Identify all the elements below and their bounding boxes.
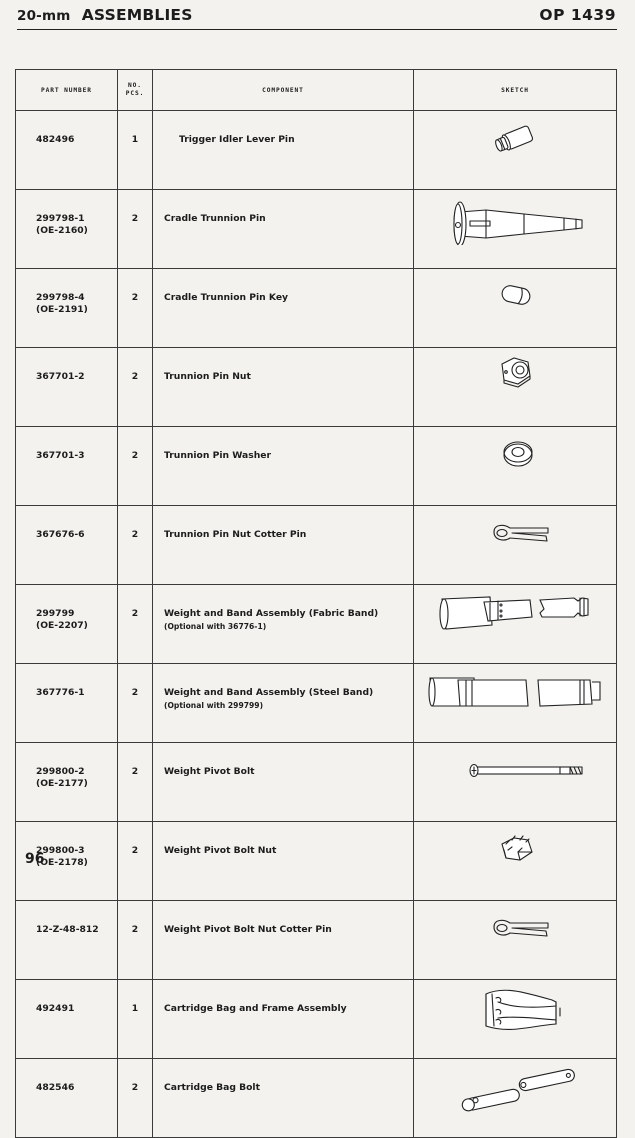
- quantity: 2: [118, 743, 153, 822]
- part-number-cell: [16, 348, 118, 427]
- table-row: [16, 585, 617, 664]
- alternate-part-number: (OE-2160): [36, 225, 88, 236]
- component-cell: [153, 427, 414, 506]
- part-number: 482496: [36, 134, 75, 145]
- component-cell: [153, 980, 414, 1059]
- component-name: Weight and Band Assembly (Fabric Band): [164, 608, 379, 619]
- component-name: Trunnion Pin Nut Cotter Pin: [164, 529, 307, 540]
- table-row: [16, 743, 617, 822]
- component-name: Weight Pivot Bolt: [164, 766, 255, 777]
- cartridge-bag-sketch-icon: [414, 980, 616, 1035]
- sketch-cell: [414, 427, 617, 506]
- table-row: [16, 111, 617, 190]
- part-number-cell: [16, 427, 118, 506]
- document-number: OP 1439: [539, 6, 616, 24]
- quantity: 2: [118, 269, 153, 348]
- component-name: Cradle Trunnion Pin Key: [164, 292, 289, 303]
- table-row: [16, 822, 617, 901]
- component-name: Weight Pivot Bolt Nut: [164, 845, 277, 856]
- component-name: Trigger Idler Lever Pin: [179, 134, 295, 145]
- pivot-bolt-sketch-icon: [414, 743, 616, 798]
- part-number: 12-Z-48-812: [36, 924, 99, 935]
- bag-bolt-sketch-icon: [414, 1059, 616, 1114]
- cotter-pin-sketch-icon: [414, 901, 616, 956]
- sketch-cell: [414, 111, 617, 190]
- part-number-cell: [16, 664, 118, 743]
- page-number: 96: [25, 851, 45, 867]
- parts-table: [15, 69, 617, 1138]
- part-number-cell: [16, 1059, 118, 1138]
- quantity: 2: [118, 901, 153, 980]
- column-header-pcs: [118, 70, 153, 111]
- component-cell: [153, 111, 414, 190]
- alternate-part-number: (OE-2207): [36, 620, 88, 631]
- quantity: 2: [118, 664, 153, 743]
- sketch-cell: [414, 1059, 617, 1138]
- component-cell: [153, 506, 414, 585]
- pin-key-sketch-icon: [414, 269, 616, 324]
- part-number-cell: [16, 585, 118, 664]
- part-number-cell: [16, 190, 118, 269]
- component-cell: [153, 190, 414, 269]
- column-header-component: COMPONENT: [153, 70, 414, 111]
- table-row: [16, 506, 617, 585]
- part-number-cell: [16, 980, 118, 1059]
- quantity: 2: [118, 1059, 153, 1138]
- washer-sketch-icon: [414, 427, 616, 482]
- table-row: [16, 427, 617, 506]
- part-number: 482546: [36, 1082, 75, 1093]
- quantity: 2: [118, 190, 153, 269]
- component-name: Cartridge Bag Bolt: [164, 1082, 260, 1093]
- alternate-part-number: (OE-2177): [36, 778, 88, 789]
- quantity: 2: [118, 506, 153, 585]
- cotter-pin-sketch-icon: [414, 506, 616, 561]
- component-cell: [153, 743, 414, 822]
- sketch-cell: [414, 980, 617, 1059]
- sketch-cell: [414, 348, 617, 427]
- header-rule: [17, 29, 617, 30]
- component-cell: [153, 1059, 414, 1138]
- table-row: [16, 190, 617, 269]
- component-cell: [153, 822, 414, 901]
- title-text: ASSEMBLIES: [81, 6, 193, 24]
- part-number-cell: [16, 743, 118, 822]
- component-name: Cradle Trunnion Pin: [164, 213, 266, 224]
- table-row: [16, 1059, 617, 1138]
- part-number: 367776-1: [36, 687, 85, 698]
- alternate-part-number: (OE-2191): [36, 304, 88, 315]
- part-number-cell: [16, 269, 118, 348]
- sketch-cell: [414, 901, 617, 980]
- part-number: 299800-3: [36, 845, 85, 856]
- part-number-cell: [16, 506, 118, 585]
- table-row: [16, 664, 617, 743]
- sketch-cell: [414, 190, 617, 269]
- quantity: 2: [118, 348, 153, 427]
- table-row: [16, 269, 617, 348]
- table-header-row: [16, 70, 617, 111]
- hex-nut-sketch-icon: [414, 348, 616, 403]
- component-name: Weight Pivot Bolt Nut Cotter Pin: [164, 924, 332, 935]
- column-header-part-number: PART NUMBER: [16, 70, 118, 111]
- title-prefix: 20-mm: [17, 8, 71, 24]
- castle-nut-sketch-icon: [414, 822, 616, 877]
- fabric-band-sketch-icon: [414, 585, 616, 640]
- quantity: 1: [118, 111, 153, 190]
- part-number: 299799: [36, 608, 75, 619]
- sketch-cell: [414, 585, 617, 664]
- component-cell: [153, 269, 414, 348]
- quantity: 1: [118, 980, 153, 1059]
- idler-pin-sketch-icon: [414, 111, 616, 166]
- table-row: [16, 901, 617, 980]
- table-row: [16, 348, 617, 427]
- part-number-cell: [16, 111, 118, 190]
- sketch-cell: [414, 664, 617, 743]
- component-name: Weight and Band Assembly (Steel Band): [164, 687, 374, 698]
- component-note: (Optional with 36776-1): [164, 622, 267, 631]
- page-title: [17, 6, 193, 24]
- pcs-line-2: PCS.: [125, 90, 145, 97]
- component-cell: [153, 348, 414, 427]
- part-number: 367701-3: [36, 450, 85, 461]
- component-name: Trunnion Pin Nut: [164, 371, 251, 382]
- quantity: 2: [118, 427, 153, 506]
- steel-band-sketch-icon: [414, 664, 616, 719]
- component-cell: [153, 901, 414, 980]
- component-cell: [153, 664, 414, 743]
- column-header-sketch: SKETCH: [414, 70, 617, 111]
- part-number: 299800-2: [36, 766, 85, 777]
- part-number: 367701-2: [36, 371, 85, 382]
- part-number: 367676-6: [36, 529, 85, 540]
- pcs-line-1: NO.: [128, 82, 142, 89]
- alternate-part-number: (OE-2178): [36, 857, 88, 868]
- sketch-cell: [414, 269, 617, 348]
- component-cell: [153, 585, 414, 664]
- part-number: 299798-4: [36, 292, 85, 303]
- part-number: 299798-1: [36, 213, 85, 224]
- part-number: 492491: [36, 1003, 75, 1014]
- part-number-cell: [16, 901, 118, 980]
- component-name: Cartridge Bag and Frame Assembly: [164, 1003, 347, 1014]
- sketch-cell: [414, 822, 617, 901]
- quantity: 2: [118, 585, 153, 664]
- component-note: (Optional with 299799): [164, 701, 264, 710]
- quantity: 2: [118, 822, 153, 901]
- component-name: Trunnion Pin Washer: [164, 450, 272, 461]
- trunnion-pin-sketch-icon: [414, 190, 616, 245]
- table-row: [16, 980, 617, 1059]
- sketch-cell: [414, 743, 617, 822]
- sketch-cell: [414, 506, 617, 585]
